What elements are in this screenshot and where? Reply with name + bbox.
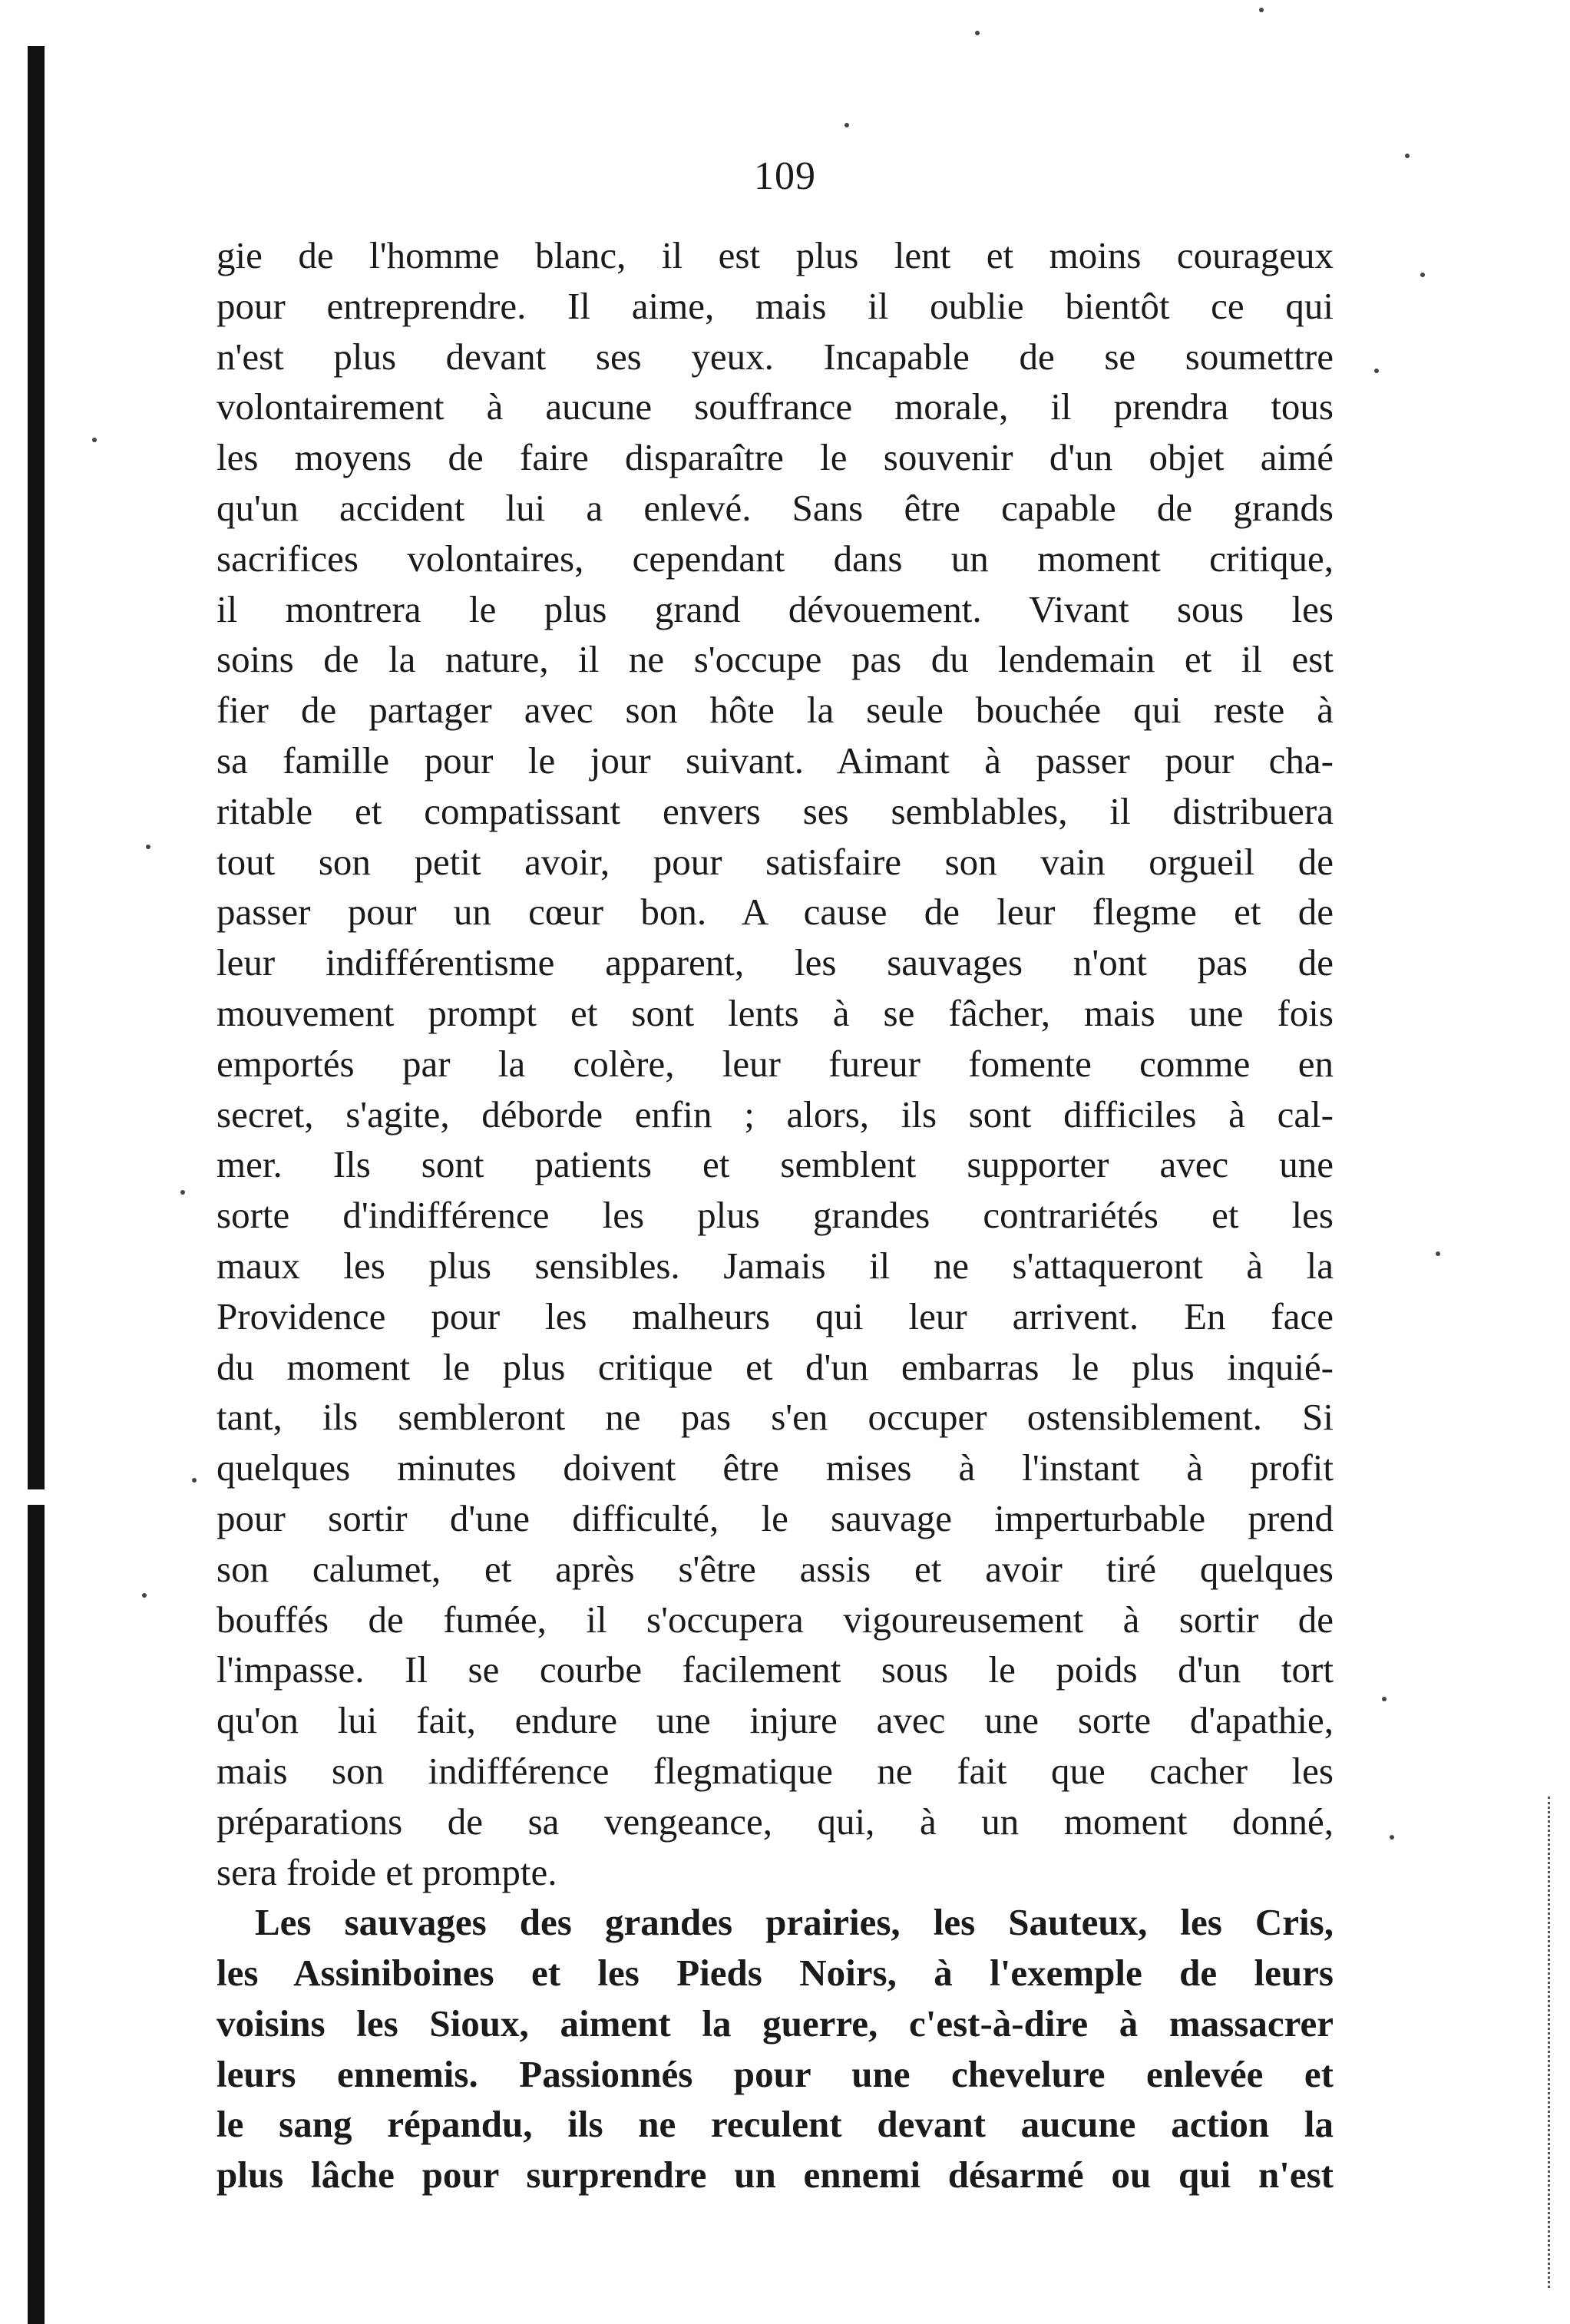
text-line: mais son indifférence flegmatique ne fait que cacher les: [216, 1749, 1334, 1792]
text-line: les Assiniboines et les Pieds Noirs, à l'exemple de leurs: [216, 1952, 1334, 1995]
text-line: voisins les Sioux, aiment la guerre, c'est-à-dire à massacrer: [216, 2002, 1334, 2045]
text-line: qu'un accident lui a enlevé. Sans être capable de grands: [216, 486, 1334, 529]
text-line: quelques minutes doivent être mises à l'instant à profit: [216, 1446, 1334, 1489]
text-line: il montrera le plus grand dévouement. Vivant sous les: [216, 587, 1334, 630]
page-edge-notch: [28, 1489, 45, 1505]
text-line: n'est plus devant ses yeux. Incapable de se soumettre: [216, 335, 1334, 378]
scan-speck: [92, 438, 97, 442]
scan-speck: [975, 31, 980, 35]
scan-speck: [180, 1190, 185, 1195]
text-line: volontairement à aucune souffrance morale, il prendra tous: [216, 385, 1334, 428]
scan-speck: [1436, 1251, 1440, 1256]
text-line: soins de la nature, il ne s'occupe pas du lendemain et il est: [216, 638, 1334, 681]
text-line: les moyens de faire disparaître le souvenir d'un objet aimé: [216, 436, 1334, 479]
text-line: fier de partager avec son hôte la seule bouchée qui reste à: [216, 689, 1334, 732]
text-line: gie de l'homme blanc, il est plus lent et moins courageux: [216, 234, 1334, 276]
text-line: tout son petit avoir, pour satisfaire son vain orgueil de: [216, 840, 1334, 883]
scan-speck: [192, 1478, 197, 1483]
scan-speck: [1390, 1835, 1394, 1840]
text-line: maux les plus sensibles. Jamais il ne s'attaqueront à la: [216, 1244, 1334, 1287]
scan-speck: [142, 1593, 147, 1598]
text-line: qu'on lui fait, endure une injure avec une sorte d'apathie,: [216, 1699, 1334, 1742]
text-line: ritable et compatissant envers ses semblables, il distribuera: [216, 789, 1334, 832]
scan-speck: [844, 123, 849, 127]
text-line: sa famille pour le jour suivant. Aimant à passer pour cha-: [216, 739, 1334, 782]
scan-speck: [1420, 273, 1425, 277]
scan-speck: [1374, 369, 1379, 373]
text-line: leurs ennemis. Passionnés pour une chevelure enlevée et: [216, 2052, 1334, 2095]
text-line: pour sortir d'une difficulté, le sauvage imperturbable prend: [216, 1496, 1334, 1539]
page-number: 109: [754, 154, 816, 198]
text-line: plus lâche pour surprendre un ennemi désarmé ou qui n'est: [216, 2154, 1334, 2197]
text-line: emportés par la colère, leur fureur fomente comme en: [216, 1042, 1334, 1085]
text-line: mouvement prompt et sont lents à se fâcher, mais une fois: [216, 991, 1334, 1034]
text-line: Les sauvages des grandes prairies, les Sauteux, les Cris,: [255, 1901, 1334, 1944]
text-line: secret, s'agite, déborde enfin ; alors, ils sont difficiles à cal-: [216, 1093, 1334, 1136]
text-line: sera froide et prompte.: [216, 1850, 557, 1893]
text-line: sorte d'indifférence les plus grandes contrariétés et les: [216, 1194, 1334, 1237]
text-line: du moment le plus critique et d'un embarras le plus inquié-: [216, 1345, 1334, 1388]
scan-speck: [1259, 8, 1264, 12]
page-edge-bar: [28, 46, 45, 2324]
page-edge-dots: [1548, 1797, 1561, 2288]
scan-speck: [1382, 1697, 1387, 1701]
text-line: passer pour un cœur bon. A cause de leur flegme et de: [216, 891, 1334, 934]
text-line: Providence pour les malheurs qui leur arrivent. En face: [216, 1294, 1334, 1337]
text-line: tant, ils sembleront ne pas s'en occuper ostensiblement. Si: [216, 1396, 1334, 1439]
text-line: leur indifférentisme apparent, les sauvages n'ont pas de: [216, 941, 1334, 984]
scan-speck: [146, 845, 150, 849]
text-line: préparations de sa vengeance, qui, à un moment donné,: [216, 1800, 1334, 1843]
text-line: mer. Ils sont patients et semblent supporter avec une: [216, 1143, 1334, 1186]
text-line: le sang répandu, ils ne reculent devant aucune action la: [216, 2103, 1334, 2146]
text-line: sacrifices volontaires, cependant dans un moment critique,: [216, 537, 1334, 580]
text-line: l'impasse. Il se courbe facilement sous le poids d'un tort: [216, 1648, 1334, 1691]
body-text: [216, 230, 1334, 2200]
text-line: bouffés de fumée, il s'occupera vigoureusement à sortir de: [216, 1598, 1334, 1641]
text-line: pour entreprendre. Il aime, mais il oublie bientôt ce qui: [216, 284, 1334, 327]
text-line: son calumet, et après s'être assis et avoir tiré quelques: [216, 1547, 1334, 1590]
